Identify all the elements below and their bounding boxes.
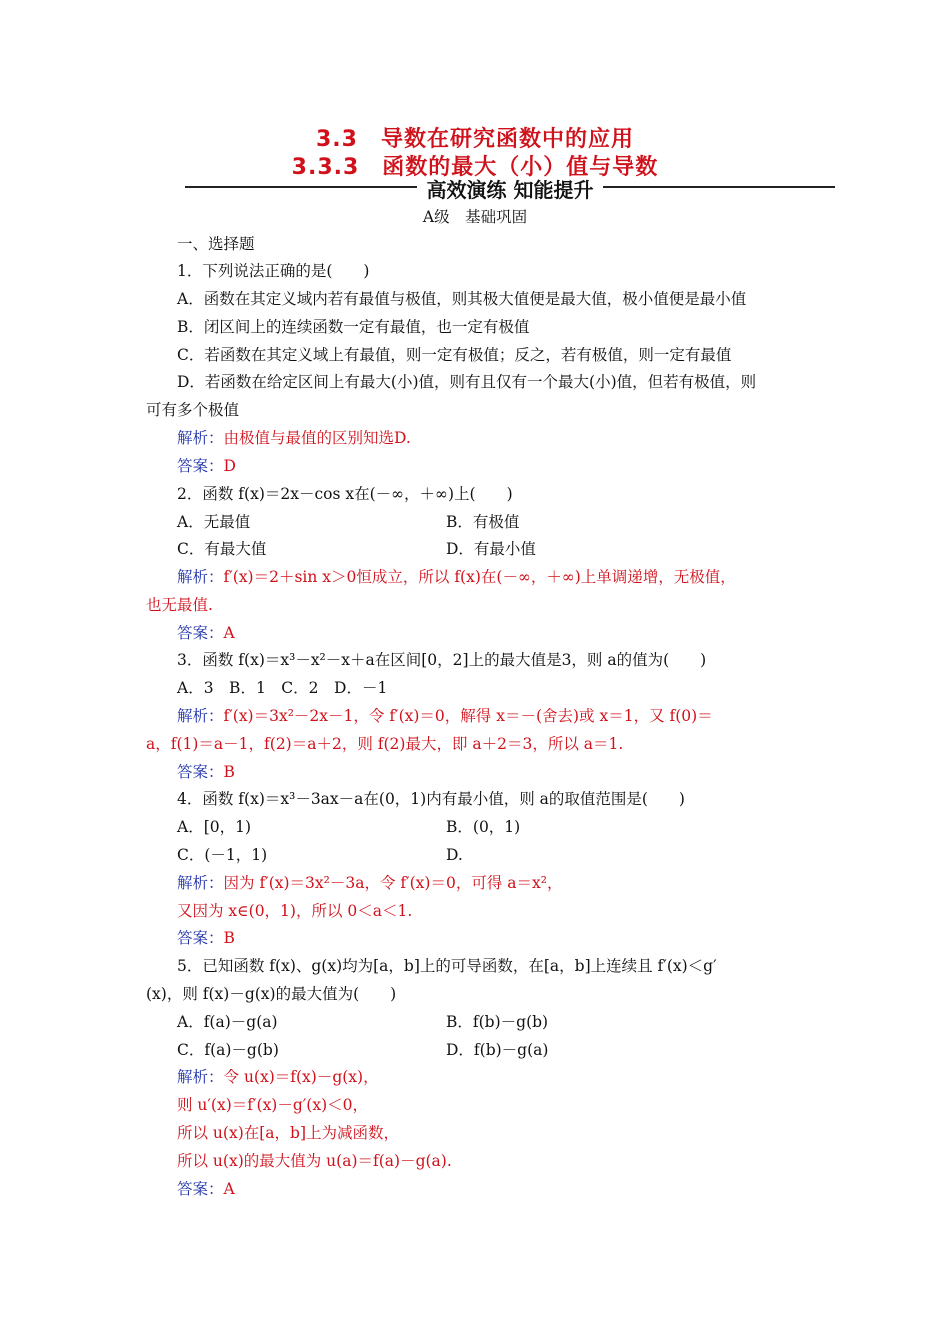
- analysis-label: 解析：: [177, 429, 224, 447]
- q4-analysis: [177, 873, 562, 893]
- analysis-text: 由极值与最值的区别知选D.: [223, 429, 411, 447]
- banner-text: 高效演练 知能提升: [426, 178, 594, 202]
- analysis-label: 解析：: [177, 568, 224, 586]
- answer-label: 答案：: [177, 1180, 224, 1198]
- q1-answer: [177, 456, 236, 476]
- analysis-label: 解析：: [177, 1068, 224, 1086]
- answer-value: B: [223, 763, 235, 781]
- q3-analysis: [177, 706, 713, 726]
- answer-value: A: [223, 624, 235, 642]
- answer-label: 答案：: [177, 763, 224, 781]
- q5-option-b: B．f(b)－g(b): [446, 1013, 549, 1031]
- q1-analysis: [177, 428, 411, 448]
- answer-value: D: [223, 457, 236, 475]
- q2-option-a: A．无最值: [177, 513, 251, 531]
- title-line-1: 3.3 导数在研究函数中的应用: [316, 127, 634, 152]
- q2-stem: 2．函数 f(x)＝2x－cos x在(－∞，＋∞)上( ): [177, 485, 513, 503]
- q5-analysis: [177, 1067, 379, 1087]
- answer-value: B: [223, 929, 235, 947]
- q4-option-c: C．(－1，1): [177, 846, 268, 864]
- q5-answer: [177, 1179, 235, 1199]
- q3-answer: [177, 762, 235, 782]
- q2-option-c: C．有最大值: [177, 540, 267, 558]
- q2-option-d: D．有最小值: [446, 540, 536, 558]
- answer-value: A: [223, 1180, 235, 1198]
- title-line-2: 3.3.3 函数的最大（小）值与导数: [291, 155, 659, 180]
- q4-option-a: A．[0，1): [177, 818, 252, 836]
- q5-analysis-line-3: 所以 u(x)在[a，b]上为减函数，: [177, 1124, 400, 1142]
- banner: [185, 174, 835, 200]
- q5-analysis-line-4: 所以 u(x)的最大值为 u(a)＝f(a)－g(a).: [177, 1152, 452, 1170]
- banner-rule-right: [603, 186, 835, 188]
- q5-option-d: D．f(b)－g(a): [446, 1041, 549, 1059]
- q2-analysis-cont: 也无最值.: [146, 596, 213, 614]
- q1-option-c: C．若函数在其定义域上有最值，则一定有极值；反之，若有极值，则一定有最值: [177, 346, 732, 364]
- q4-stem: 4．函数 f(x)＝x³－3ax－a在(0，1)内有最小值，则 a的取值范围是( ): [177, 790, 685, 808]
- q3-options: A．3 B．1 C．2 D．－1: [177, 679, 388, 697]
- analysis-label: 解析：: [177, 874, 224, 892]
- q5-stem-cont: (x)，则 f(x)－g(x)的最大值为( ): [146, 985, 397, 1003]
- q3-analysis-cont: a，f(1)＝a－1，f(2)＝a＋2，则 f(2)最大，即 a＋2＝3，所以 a＝1.: [146, 735, 624, 753]
- q1-option-b: B．闭区间上的连续函数一定有最值，也一定有极值: [177, 318, 530, 336]
- analysis-text: f′(x)＝2＋sin x＞0恒成立，所以 f(x)在(－∞，＋∞)上单调递增，无极值，: [223, 568, 736, 586]
- q2-option-b: B．有极值: [446, 513, 520, 531]
- q4-option-b: B．(0，1): [446, 818, 521, 836]
- answer-label: 答案：: [177, 624, 224, 642]
- q2-answer: [177, 623, 235, 643]
- analysis-text: f′(x)＝3x²－2x－1，令 f′(x)＝0，解得 x＝－(舍去)或 x＝1，又 f(0)＝: [223, 707, 713, 725]
- q1-option-d: D．若函数在给定区间上有最大(小)值，则有且仅有一个最大(小)值，但若有极值，则: [177, 373, 757, 391]
- analysis-text: 令 u(x)＝f(x)－g(x)，: [223, 1068, 379, 1086]
- q4-analysis-cont: 又因为 x∈(0，1)，所以 0＜a＜1.: [177, 902, 413, 920]
- q2-analysis: [177, 567, 736, 587]
- q1-option-d-cont: 可有多个极值: [146, 401, 240, 419]
- q4-option-d: D.: [446, 846, 463, 864]
- section-heading: 一、选择题: [177, 235, 255, 253]
- q3-stem: 3．函数 f(x)＝x³－x²－x＋a在区间[0，2]上的最大值是3，则 a的值为( ): [177, 651, 707, 669]
- answer-label: 答案：: [177, 457, 224, 475]
- q5-analysis-line-2: 则 u′(x)＝f′(x)－g′(x)＜0，: [177, 1096, 368, 1114]
- answer-label: 答案：: [177, 929, 224, 947]
- analysis-label: 解析：: [177, 707, 224, 725]
- q5-option-c: C．f(a)－g(b): [177, 1041, 279, 1059]
- q5-option-a: A．f(a)－g(a): [177, 1013, 278, 1031]
- analysis-text: 因为 f′(x)＝3x²－3a，令 f′(x)＝0，可得 a＝x²，: [223, 874, 563, 892]
- q1-option-a: A．函数在其定义域内若有最值与极值，则其极大值便是最大值，极小值便是最小值: [177, 290, 747, 308]
- level-heading: A级 基础巩固: [422, 208, 528, 226]
- q5-stem: 5．已知函数 f(x)、g(x)均为[a，b]上的可导函数，在[a，b]上连续且 f′(x)＜g′: [177, 957, 717, 975]
- q1-stem: 1．下列说法正确的是( ): [177, 262, 370, 280]
- q4-answer: [177, 928, 235, 948]
